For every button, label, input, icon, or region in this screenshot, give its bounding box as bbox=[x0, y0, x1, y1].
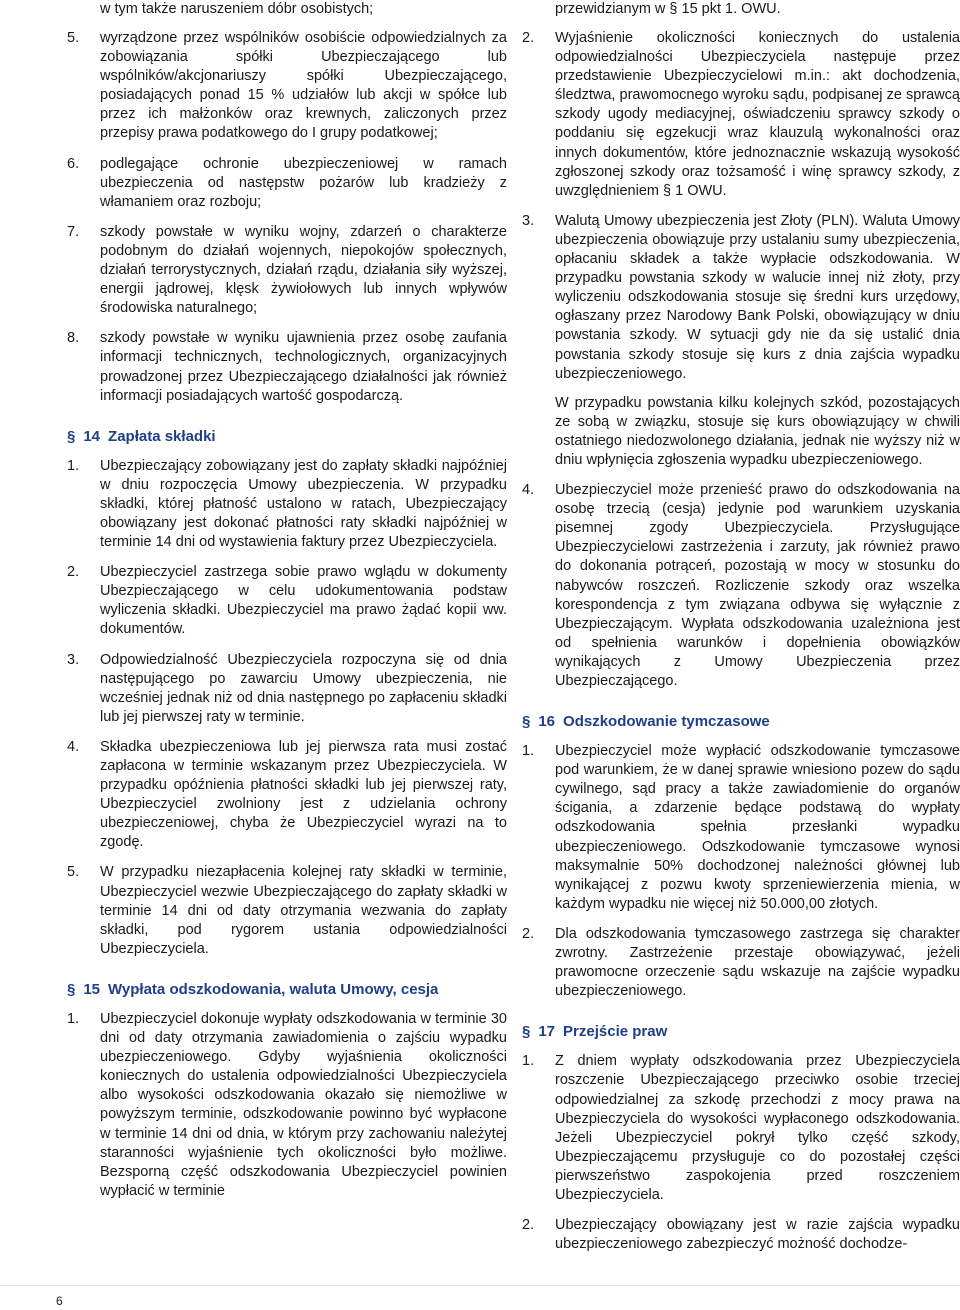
item-number: 7. bbox=[67, 223, 80, 240]
footer-divider bbox=[0, 1285, 960, 1286]
section-15-list bbox=[67, 1010, 507, 1201]
continued-text: przewidzianym w § 15 pkt 1. OWU. bbox=[555, 1, 781, 17]
section-number: 16 bbox=[538, 713, 556, 731]
list-item bbox=[67, 1010, 507, 1201]
section-title: Przejście praw bbox=[563, 1023, 668, 1041]
item-number: 2. bbox=[522, 1217, 535, 1234]
section-sign: § bbox=[522, 713, 531, 731]
item-number: 3. bbox=[67, 651, 80, 668]
section-number: 15 bbox=[83, 980, 101, 998]
item-paragraph: Ubezpieczający obowiązany jest w razie zajścia wypadku ubezpieczeniowego zabezpieczyć możność dochodze- bbox=[555, 1217, 960, 1253]
item-number: 2. bbox=[522, 925, 535, 942]
list-item bbox=[522, 925, 960, 1001]
item-text bbox=[555, 1052, 960, 1205]
item-number: 1. bbox=[67, 457, 80, 474]
item-number: 8. bbox=[67, 330, 80, 347]
item-paragraph: Walutą Umowy ubezpieczenia jest Złoty (PLN). Waluta Umowy ubezpieczenia obowiązuje przy ustalaniu sumy ubezpieczenia, opłacaniu składek a także wypłacie odszkodowania. W przypadku powstania szkody w walucie innej niż złoty, przy wyliczeniu odszkodowania stosuje się średni kurs urzędowy, ogłaszany przez Narodowy Bank Polski, obowiązujący w dniu powstania szkody. W sytuacji gdy nie da się ustalić dnia powstania szkody stosuje się kurs z dnia zajścia wypadku ubezpieczeniowego. bbox=[555, 212, 960, 382]
section-17-heading bbox=[522, 1023, 960, 1040]
list-item bbox=[67, 29, 507, 144]
section-number: 17 bbox=[538, 1023, 556, 1041]
item-number: 4. bbox=[67, 738, 80, 755]
list-item bbox=[67, 863, 507, 958]
right-column bbox=[522, 0, 960, 1265]
item-number: 6. bbox=[67, 155, 80, 172]
item-paragraph: W przypadku powstania kilku kolejnych szkód, pozostających ze sobą w związku, stosuje się kurs obowiązujący w chwili ostatniego niedozwolonego działania, jednak nie wyższy niż w dniu wpłynięcia zgłoszenia wypadku ubezpieczeniowego. bbox=[555, 394, 960, 468]
item-text: Ubezpieczyciel dokonuje wypłaty odszkodowania w terminie 30 dni od daty otrzymania zawiadomienia o zajściu wypadku ubezpieczeniowego. Gdyby wyjaśnienia okoliczności koniecznych do ustalenia odpowiedzialności Ubezpieczyciela albo wysokości odszkodowania okazało się niemożliwe w powyższym terminie, odszkodowanie powinno być wypłacone w terminie 14 dni od dnia, w którym przy zachowaniu należytej staranności wyjaśnienie tych okoliczności było możliwe. Bezsporną część odszkodowania Ubezpieczyciel powinien wypłacić w terminie bbox=[100, 1010, 507, 1199]
item-number: 2. bbox=[67, 564, 80, 581]
item-text: Odpowiedzialność Ubezpieczyciela rozpoczyna się od dnia następującego po zawarciu Umowy ubezpieczenia, nie wcześniej jednak niż od dnia następnego po zapłaceniu składki lub jej pierwszej raty w terminie. bbox=[100, 651, 507, 725]
section-title: Odszkodowanie tymczasowe bbox=[563, 713, 770, 731]
item-number: 1. bbox=[522, 1053, 535, 1070]
list-item bbox=[522, 742, 960, 914]
item-number: 3. bbox=[522, 212, 535, 229]
section-17-list bbox=[522, 1052, 960, 1254]
list-item bbox=[67, 563, 507, 639]
list-item bbox=[522, 212, 960, 470]
list-item bbox=[67, 155, 507, 212]
item-text bbox=[555, 29, 960, 201]
item-text: podlegające ochronie ubezpieczeniowej w ramach ubezpieczenia od następstw pożarów lub kradzieży z włamaniem oraz rozboju; bbox=[100, 155, 507, 210]
item-text: W przypadku niezapłacenia kolejnej raty składki w terminie, Ubezpieczyciel wezwie Ubezpieczającego do zapłaty składki w terminie 14 dni od daty otrzymania wezwania do zapłaty składki, pod rygorem ustania odpowiedzialności Ubezpieczyciela. bbox=[100, 864, 507, 957]
section-title: Wypłata odszkodowania, waluta Umowy, cesja bbox=[108, 980, 439, 998]
item-paragraph: Wyjaśnienie okoliczności koniecznych do ustalenia odpowiedzialności Ubezpieczyciela następuje przez przedstawienie Ubezpieczycielowi m.in.: akt dochodzenia, śledztwa, prawomocnego wyroku sądu, podpisanej ze sprawcą szkody ugody mediacyjnej, oświadczeniu sprawcy szkody o poddaniu się egzekucji wraz klauzulą wykonalności oraz innych dokumentów, które jednoznacznie wskazują wysokość zgłoszonej szkody oraz tożsamość i winę sprawcy szkody, z uwzględnieniem § 1 OWU. bbox=[555, 30, 960, 199]
page-number: 6 bbox=[56, 1294, 63, 1308]
section-sign: § bbox=[522, 1023, 531, 1041]
item-text: wyrządzone przez wspólników osobiście odpowiedzialnych za zobowiązania spółki Ubezpieczającego lub wspólników/akcjonariuszy spółki Ubezpieczającego, posiadających ponad 15 % udziałów lub akcji w spółce lub przez ich małżonków oraz krewnych, zaliczonych przez przepisy prawa podatkowego do I grupy podatkowej; bbox=[100, 30, 507, 142]
item-text: Ubezpieczyciel zastrzega sobie prawo wglądu w dokumenty Ubezpieczającego w celu udokumentowania podstaw wyliczenia składki. Ubezpieczyciel ma prawo żądać kopii ww. dokumentów. bbox=[100, 564, 507, 638]
item-number: 2. bbox=[522, 30, 535, 46]
item-text: szkody powstałe w wyniku ujawnienia przez osobę zaufania informacji technicznych, technologicznych, organizacyjnych prowadzonej przez Ubezpieczającego działalności jak również informacji posiadających wartość gospodarczą. bbox=[100, 330, 507, 404]
list-item bbox=[67, 329, 507, 405]
section-title: Zapłata składki bbox=[108, 427, 216, 445]
item-number: 5. bbox=[67, 30, 80, 46]
section-14-list bbox=[67, 457, 507, 959]
exclusions-list bbox=[67, 29, 507, 406]
list-item bbox=[67, 457, 507, 552]
item-number: 1. bbox=[67, 1010, 80, 1027]
section-16-list bbox=[522, 742, 960, 1001]
item-paragraph: Z dniem wypłaty odszkodowania przez Ubezpieczyciela roszczenie Ubezpieczającego przeciwko osobie trzeciej odpowiedzialnej za szkodę przechodzi z mocy prawa na Ubezpieczyciela do wysokości wypłaconego odszkodowania. Jeżeli Ubezpieczyciel pokrył tylko część szkody, Ubezpieczającemu przysługuje co do pozostałej części pierwszeństwo zaspokojenia przed roszczeniem Ubezpieczyciela. bbox=[555, 1053, 960, 1203]
item-text bbox=[555, 1216, 960, 1254]
section-number: 14 bbox=[83, 427, 101, 445]
list-item bbox=[522, 1216, 960, 1254]
item-text: szkody powstałe w wyniku wojny, zdarzeń o charakterze podobnym do działań wojennych, niepokojów społecznych, działań terrorystycznych, działań rządu, działania siły wyższej, energii jądrowej, klęsk żywiołowych lub innych wpływów środowiska naturalnego; bbox=[100, 223, 507, 317]
section-15-heading bbox=[67, 981, 507, 998]
item-text: Składka ubezpieczeniowa lub jej pierwsza rata musi zostać zapłacona w terminie wskazanym przez Ubezpieczyciela. W przypadku opóźnienia płatności składki lub jej pierwszej raty, Ubezpieczyciel zwolniony jest z udzielania ochrony ubezpieczeniowej, chyba że Ubezpieczyciel wyrazi na to zgodę. bbox=[100, 738, 507, 851]
list-item bbox=[67, 738, 507, 853]
item-number: 5. bbox=[67, 864, 80, 881]
section-16-heading bbox=[522, 713, 960, 730]
list-item bbox=[67, 651, 507, 727]
item-text bbox=[555, 481, 960, 691]
section-15-continued-list bbox=[522, 29, 960, 691]
continued-text: w tym także naruszeniem dóbr osobistych; bbox=[100, 1, 374, 17]
item-text bbox=[555, 925, 960, 1001]
list-item bbox=[522, 1052, 960, 1205]
item-number: 1. bbox=[522, 743, 535, 760]
item-text bbox=[555, 742, 960, 914]
section-sign: § bbox=[67, 980, 76, 998]
list-item bbox=[67, 223, 507, 318]
list-item bbox=[522, 29, 960, 201]
list-item bbox=[522, 481, 960, 691]
item-text: Ubezpieczający zobowiązany jest do zapłaty składki najpóźniej w dniu rozpoczęcia Umowy ubezpieczenia. W przypadku składki, której płatność ustalono w ratach, Ubezpieczający obowiązany jest dokonać płatności raty składki najpóźniej w terminie 14 dni od wystawienia faktury przez Ubezpieczyciela. bbox=[100, 457, 507, 551]
left-column bbox=[67, 0, 507, 1212]
item-paragraph: Ubezpieczyciel może przenieść prawo do odszkodowania na osobę trzecią (cesja) jedynie pod warunkiem uzyskania pisemnej zgody Ubezpieczyciela. Przysługujące Ubezpieczycielowi zastrzeżenia i zarzuty, jak również prawo do dokonania potrąceń, pozostają w mocy w stosunku do nabywców roszczeń. Rozliczenie szkody oraz wszelka korespondencja z tym związana odbywa się wyłącznie z Ubezpieczającym. Wypłata odszkodowania uzależniona jest od spełnienia warunków i dopełnienia obowiązków wynikających z Umowy Ubezpieczenia przez Ubezpieczającego. bbox=[555, 482, 960, 689]
item-paragraph: Dla odszkodowania tymczasowego zastrzega się charakter zwrotny. Zastrzeżenie przestaje obowiązywać, jeżeli prawomocne orzeczenie sądu wskazuje na zajście wypadku ubezpieczeniowego. bbox=[555, 925, 960, 1000]
item-paragraph: Ubezpieczyciel może wypłacić odszkodowanie tymczasowe pod warunkiem, że w danej sprawie wniesiono pozew do sądu cywilnego, sąd pracy a także zawiadomienie do organów ścigania, a zdarzenie będące podstawą do wypłaty odszkodowania spełnia przesłanki wypadku ubezpieczeniowego. Odszkodowanie tymczasowe wynosi maksymalnie 50% dochodzonej należności głównej lub wynikającej z pozwu kwoty sprzeniewierzenia mienia, w każdym wypadku nie więcej niż 50.000,00 złotych. bbox=[555, 743, 960, 912]
item-number: 4. bbox=[522, 482, 535, 499]
section-sign: § bbox=[67, 427, 76, 445]
item-text bbox=[555, 212, 960, 470]
section-14-heading bbox=[67, 428, 507, 445]
